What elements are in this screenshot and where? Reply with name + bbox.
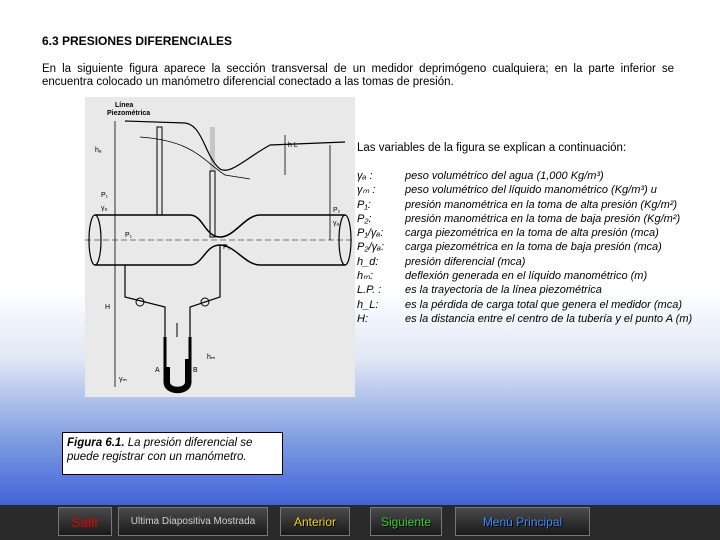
label-linea: Línea [115, 102, 134, 109]
variable-row [357, 283, 692, 297]
main-menu-button[interactable]: Menú Principal [455, 507, 590, 536]
intro-paragraph: En la siguiente figura aparece la sección transversal de un medidor deprimógeno cualquiera; en la parte inferior se encuentra colocado un manómetro diferencial conectado a las tomas de presión. [42, 63, 674, 88]
variables-list [357, 169, 692, 326]
figure-caption [62, 432, 283, 475]
variable-symbol: P₁/γₐ: [357, 227, 384, 240]
caption-bold: Figura 6.1. [67, 437, 125, 449]
variable-description: carga piezométrica en la toma de baja presión (mca) [405, 241, 662, 254]
manometer-connection-right [190, 245, 220, 337]
piezometer-fill [210, 127, 215, 171]
variable-symbol: h_L: [357, 298, 379, 311]
label-A: A [155, 367, 160, 374]
variable-description: deflexión generada en el líquido manométrico (m) [405, 270, 648, 283]
label-gm: γₘ [119, 376, 127, 383]
variable-description: carga piezométrica en la toma de alta presión (mca) [405, 227, 659, 240]
label-ph: P₂ [223, 244, 231, 251]
variable-description: es la pérdida de carga total que genera el medidor (mca) [405, 298, 682, 311]
salir-button[interactable]: Salir [58, 507, 112, 536]
piezometric-line [125, 121, 345, 170]
variable-symbol: P₂/γₐ: [357, 241, 385, 254]
variable-row [357, 212, 692, 226]
label-p1: P₁ [101, 192, 109, 199]
piezometer-tube-2 [210, 171, 215, 237]
label-H: H [105, 304, 111, 311]
variable-row [357, 298, 692, 312]
variable-symbol: L.P. : [357, 284, 382, 297]
page-title: 6.3 PRESIONES DIFERENCIALES [42, 34, 233, 48]
variable-row [357, 198, 692, 212]
variable-description: es la distancia entre el centro de la tubería y el punto A (m) [405, 312, 693, 325]
piezometer-tube-1 [157, 127, 162, 215]
label-pl: P₁ [125, 232, 133, 239]
next-button[interactable]: Siguiente [370, 507, 442, 536]
variable-description: peso volumétrico del líquido manométrico (Kg/m³) u [405, 184, 657, 197]
label-hm: hₘ [207, 354, 216, 361]
variable-description: presión manométrica en la toma de baja presión (Kg/m²) [405, 212, 681, 225]
variable-symbol: P₁: [357, 198, 371, 211]
variable-symbol: γₐ : [357, 170, 373, 182]
variable-description: presión manométrica en la toma de alta presión (Kg/m²) [405, 198, 678, 211]
variable-row [357, 269, 692, 283]
variable-row [357, 240, 692, 254]
variables-intro: Las variables de la figura se explican a continuación: [357, 142, 627, 154]
variable-symbol: γₘ : [357, 184, 376, 197]
manometric-liquid [168, 359, 187, 389]
label-gamma-left: γₐ [101, 205, 108, 212]
variable-row [357, 169, 692, 183]
variable-row [357, 183, 692, 197]
variable-row [357, 312, 692, 326]
manometer-connection-left [125, 265, 165, 337]
variable-symbol: P₂: [357, 212, 372, 225]
variable-description: es la trayectoria de la línea piezométrica [405, 284, 602, 297]
variable-description: presión diferencial (mca) [405, 255, 526, 268]
variable-symbol: hₘ: [357, 270, 374, 283]
variable-symbol: h_d: [357, 255, 379, 268]
label-p2: P₂ [333, 207, 341, 214]
variable-row [357, 226, 692, 240]
label-hl: h L [288, 142, 298, 149]
label-B: B [193, 367, 198, 374]
variable-description: peso volumétrico del agua (1,000 Kg/m³) [405, 170, 604, 182]
previous-button[interactable]: Anterior [280, 507, 350, 536]
variable-row [357, 255, 692, 269]
label-piezometrica: Piezométrica [107, 110, 151, 117]
label-gamma-right: γₐ [333, 220, 340, 227]
pipe-top-wall [95, 215, 345, 237]
last-slide-button[interactable]: Ultima Diapositiva Mostrada [118, 507, 268, 536]
venturi-diagram [85, 97, 355, 397]
diagram-figure [85, 97, 355, 397]
label-hd: hₐ [95, 147, 102, 154]
caption-text: La presión diferencial se puede registrar con un manómetro. [67, 437, 253, 463]
variable-symbol: H: [357, 312, 368, 325]
